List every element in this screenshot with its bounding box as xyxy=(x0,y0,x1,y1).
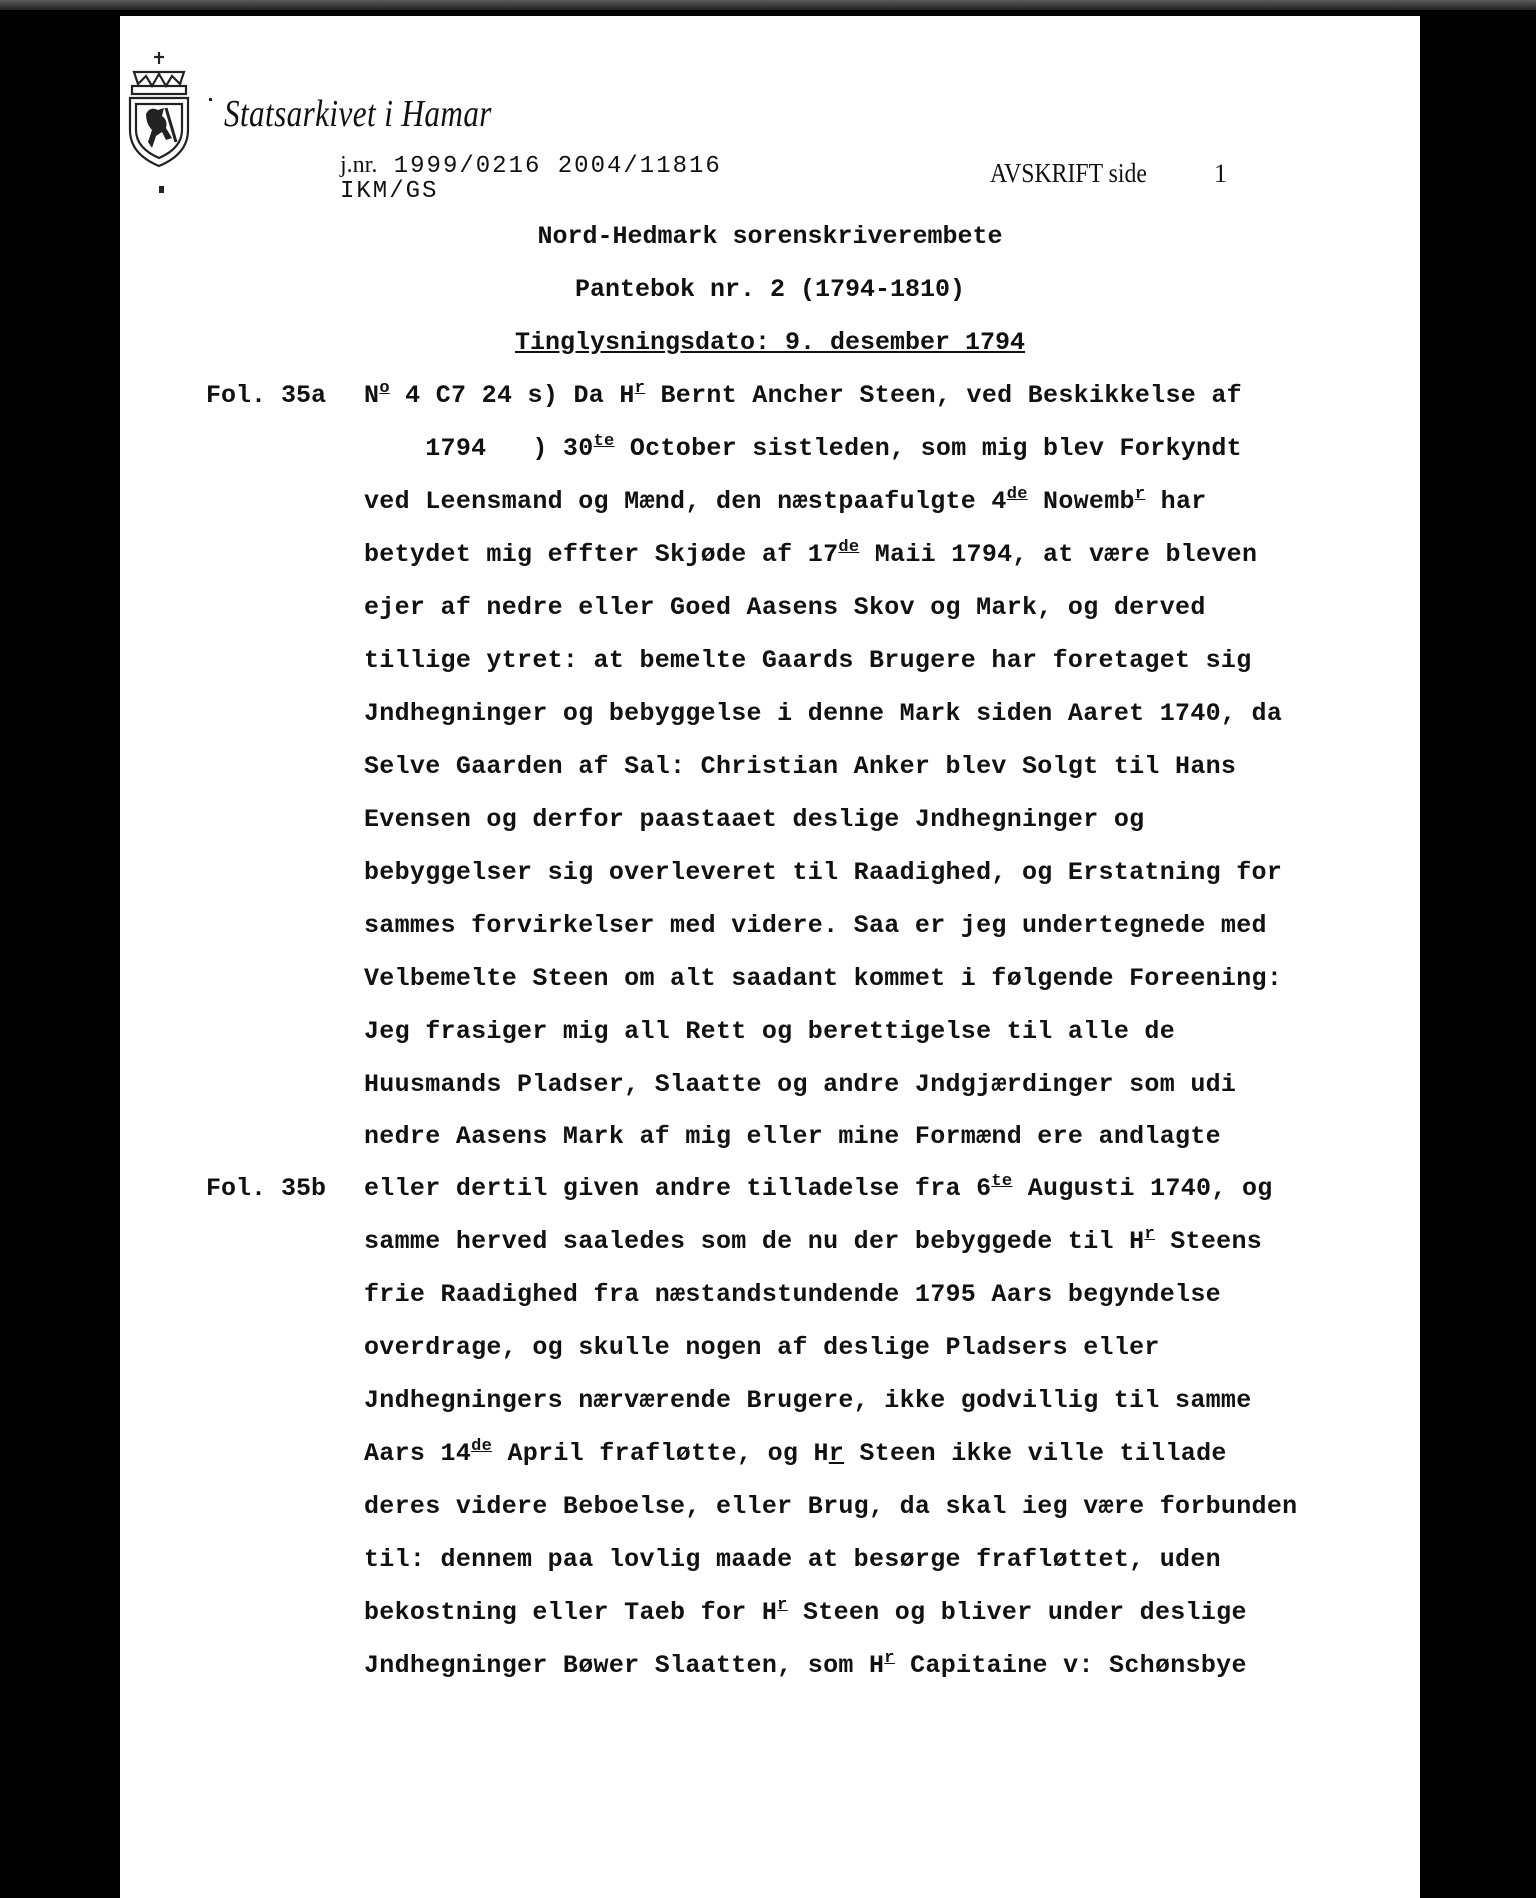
text-line-5: ejer af nedre eller Goed Aasens Skov og Mark, og derved xyxy=(364,593,1206,622)
text-line-4: betydet mig effter Skjøde af 17de Maii 1794, at være bleven xyxy=(364,538,1258,569)
text-line-17: samme herved saaledes som de nu der bebyggede til $H^r$ Steens xyxy=(364,1225,1263,1256)
text-line-6: tillige ytret: at bemelte Gaards Brugere har foretaget sig xyxy=(364,646,1252,675)
text-line-3: ved Leensmand og Mænd, den næstpaafulgte 4de Nowemb$^r$ har xyxy=(364,485,1207,516)
text-line-22: deres videre Beboelse, eller Brug, da skal ieg være forbunden xyxy=(364,1492,1298,1521)
archive-name: Statsarkivet i Hamar xyxy=(224,93,492,135)
text-line-12: Velbemelte Steen om alt saadant kommet i følgende Foreening: xyxy=(364,964,1283,993)
text-line-19: overdrage, og skulle nogen af deslige Pladsers eller xyxy=(364,1333,1160,1362)
jnr-label: j.nr. xyxy=(340,152,378,178)
journal-number xyxy=(340,152,722,180)
text-line-2: 1794 ) $30^{te}$ October sistleden, som mig blev Forkyndt xyxy=(364,432,1242,463)
text-line-14: Huusmands Pladser, Slaatte og andre Jndgjærdinger som udi xyxy=(364,1070,1237,1099)
avskrift-label: AVSKRIFT side xyxy=(990,158,1147,188)
text-line-11: sammes forvirkelser med videre. Saa er jeg undertegnede med xyxy=(364,911,1267,940)
text-line-25: Jndhegninger Bøwer Slaatten, som $H^r$ Capitaine v: Schønsbye xyxy=(364,1649,1247,1680)
scan-speck xyxy=(209,98,212,101)
office-title: Nord-Hedmark sorenskriverembete xyxy=(537,222,1003,251)
text-line-10: bebyggelser sig overleveret til Raadighed, og Erstatning for xyxy=(364,858,1283,887)
norwegian-coat-of-arms-icon xyxy=(122,50,196,168)
text-line-23: til: dennem paa lovlig maade at besørge frafløttet, uden xyxy=(364,1545,1221,1574)
jnr-values: 1999/0216 2004/11816 xyxy=(393,153,722,180)
initials: IKM/GS xyxy=(340,178,439,205)
registration-date-text: Tinglysningsdato: 9. desember 1794 xyxy=(514,328,1026,357)
text-line-9: Evensen og derfor paastaaet deslige Jndhegninger og xyxy=(364,805,1145,834)
text-line-24: bekostning eller Taeb for $H^r$ Steen og bliver under deslige xyxy=(364,1596,1247,1627)
scan-speck xyxy=(159,186,164,193)
text-line-15: nedre Aasens Mark af mig eller mine Formænd ere andlagte xyxy=(364,1122,1221,1151)
text-line-1: $N^o$ 4 C7 24 s) Da $H^r$ Bernt Ancher Steen, ved Beskikkelse af xyxy=(364,379,1242,410)
text-line-13: Jeg frasiger mig all Rett og berettigelse til alle de xyxy=(364,1017,1176,1046)
text-line-20: Jndhegningers nærværende Brugere, ikke godvillig til samme xyxy=(364,1386,1252,1415)
text-line-21: Aars 14de April frafløtte, og Hr Steen ikke ville tillade xyxy=(364,1437,1227,1468)
scan-top-edge xyxy=(0,0,1536,10)
book-title: Pantebok nr. 2 (1794-1810) xyxy=(574,275,966,304)
page-number: 1 xyxy=(1214,159,1227,188)
folio-35b: Fol. 35b xyxy=(206,1174,327,1203)
folio-35a: Fol. 35a xyxy=(206,381,327,410)
text-line-16: eller dertil given andre tilladelse fra $6^{te}$ Augusti 1740, og xyxy=(364,1172,1273,1203)
text-line-8: Selve Gaarden af Sal: Christian Anker blev Solgt til Hans xyxy=(364,752,1237,781)
text-line-7: Jndhegninger og bebyggelse i denne Mark siden Aaret 1740, da xyxy=(364,699,1283,728)
registration-date xyxy=(120,328,1420,357)
text-line-18: frie Raadighed fra næstandstundende 1795 Aars begyndelse xyxy=(364,1280,1221,1309)
